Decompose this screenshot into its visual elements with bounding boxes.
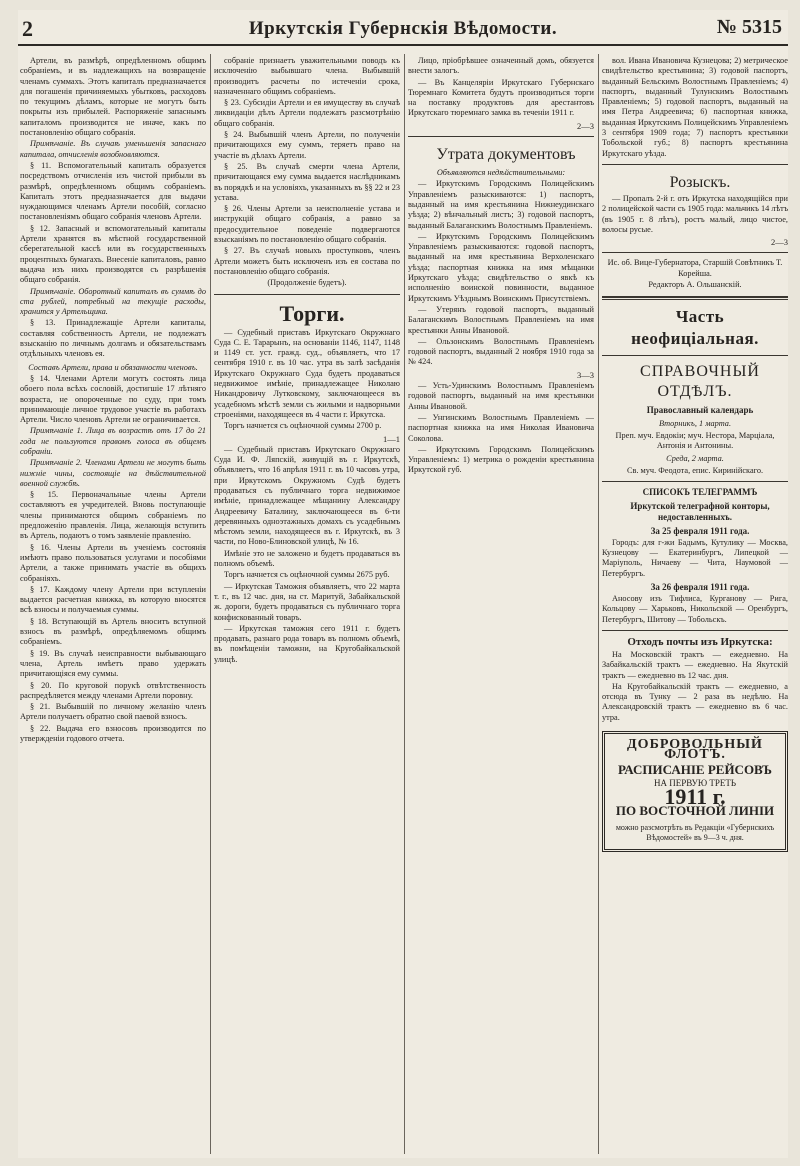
paragraph: — Иркутскимъ Городскимъ Полицейскимъ Управленіемъ разыскиваются: годовой паспортъ, выданный на имя крестьянина Верхоленскаго уѣзда; паспортная книжка на имя мѣщанки Иркутскаго уѣзда; свидѣтельство о явкѣ къ исполненію воинской повинности, выданное Иркутскимъ Уѣзднымъ Воинскимъ Присутствіемъ. — [408, 231, 594, 303]
divider — [408, 136, 594, 137]
divider — [214, 294, 400, 295]
paragraph: Торгъ начнется съ оцѣночной суммы 2700 р. — [224, 421, 382, 431]
paragraph: — Иркутская таможня сего 1911 г. будетъ продавать, разнаго рода товаръ въ полномъ объемѣ, въ помѣщеніи таможни, на Кругобайкальской улицѣ. — [214, 623, 400, 664]
paragraph: § 15. Первоначальные члены Артели составляютъ ея учредителей. Вновь поступающіе члены принимаются общимъ собраніемъ по предложенію правленія. Лица, желающія вступить въ Артель, подаютъ о томъ заявленіе правленію. — [20, 490, 206, 541]
paragraph: § 16. Члены Артели въ ученіемъ состоянія имѣютъ право пользоваться услугами и пособіями Артели, а также принимать участіе въ общихъ собраніяхъ. — [20, 542, 206, 583]
paragraph: § 22. Выдача его взносовъ производится по утвержденіи годового отчета. — [20, 723, 206, 743]
newspaper-page — [18, 10, 788, 1158]
paragraph: — Пропалъ 2-й г. отъ Иркутска находящійся при 2 полицейской части съ 1905 года: мальчикъ 14 лѣтъ (въ 1905 г. 8 лѣтъ), ростъ малый, лицо чистое, волосы русые. — [602, 193, 788, 234]
issue-number: № 5315 — [716, 16, 782, 38]
telegram-date: За 26 февраля 1911 года. — [650, 582, 750, 593]
paragraph: собраніе признаетъ уважительными поводъ къ исключенію выбывшаго члена. Выбывшій производитъ расчеты по истеченіи срока, назначеннаго общимъ собраніемъ. — [214, 56, 400, 96]
paragraph: § 21. Выбывшій по личному желанію членъ Артели получаетъ обратно свой паевой взносъ. — [20, 702, 206, 722]
notice-number: 3—3 — [577, 369, 594, 380]
section-heading-rozysk: Розыскъ. — [669, 173, 731, 191]
ad-line: ПО ВОСТОЧНОЙ ЛИНІИ — [615, 803, 775, 819]
paragraph: — Унгинскимъ Волостнымъ Правленіемъ — паспортная книжка на имя Николая Ивановича Соколова. — [408, 412, 594, 443]
telegram-date: За 25 февраля 1911 года. — [650, 525, 750, 536]
paragraph: § 17. Каждому члену Артели при вступленіи выдается расчетная книжка, въ которую вносятся всѣ взносы и получаемыя суммы. — [20, 584, 206, 615]
telegram-list: Аносову изъ Тифлиса, Курганову — Рига, Кольцову — Харьковъ, Никольской — Оренбургъ, Петербургъ, Шитову — Тобольскъ. — [602, 594, 788, 624]
calendar-text: Св. муч. Феодота, епис. Киринійскаго. — [626, 465, 764, 475]
note: Примѣчаніе. Въ случаѣ уменьшенія запаснаго капитала, отчисленія возобновляются. — [20, 139, 206, 159]
paragraph: — Въ Канцеляріи Иркутскаго Губернскаго Тюремнаго Комитета будутъ производиться торги на поставку продуктовъ для арестантовъ Иркутскаго тюремнаго замка въ теченіи 1911 г. — [408, 77, 594, 118]
paragraph: § 20. По круговой порукѣ отвѣтственность распредѣляется между членами Артели поровну. — [20, 680, 206, 700]
signature-editor: Редакторъ А. Ольшанскій. — [648, 280, 742, 290]
divider — [602, 355, 788, 356]
paragraph: § 25. Въ случаѣ смерти члена Артели, причитающаяся ему сумма выдается наслѣдникамъ въ порядкѣ и на условіяхъ, указанныхъ въ §§ 22 и 23 устава. — [214, 161, 400, 202]
paragraph: § 13. Принадлежащіе Артели капиталы, составляя собственность Артели, не подлежатъ взысканію по личнымъ долгамъ и обязательствамъ отдѣльныхъ членовъ ея. — [20, 318, 206, 359]
section-subheading: Объявляются недѣйствительными: — [436, 168, 566, 178]
paragraph: Лицо, пріобрѣвшее означенный домъ, обязуется внести залогъ. — [408, 56, 594, 76]
ad-line: НА ПЕРВУЮ ТРЕТЬ — [653, 777, 737, 788]
paragraph: § 18. Вступающій въ Артель вноситъ вступной взносъ въ размѣрѣ, опредѣляемомъ общимъ собраніемъ. — [20, 616, 206, 647]
paragraph: — Усть-Удинскимъ Волостнымъ Правленіемъ годовой паспортъ, выданный на имя крестьянки Анны Ивановой. — [408, 381, 594, 411]
paragraph: § 14. Членами Артели могутъ состоять лица обоего пола всѣхъ сословій, достигшіе 17 лѣтняго возраста, не опороченные по суду, при томъ принимающіе личное трудовое участіе въ работахъ Артели. Число членовъ Артели не ограничивается. — [20, 373, 206, 425]
divider — [602, 481, 788, 482]
ad-title: ДОБРОВОЛЬНЫЙ ФЛОТЪ. — [627, 736, 763, 763]
section-heading-unofficial: Часть неофиціальная. — [631, 307, 759, 349]
section-heading-reference: СПРАВОЧНЫЙ ОТДѢЛЪ. — [640, 363, 760, 401]
column-3 — [408, 56, 594, 1151]
masthead — [18, 10, 788, 46]
paragraph: Торгъ начнется съ оцѣночной суммы 2675 руб. — [224, 570, 390, 580]
paragraph: § 23. Субсидіи Артели и ея имуществу въ случаѣ ликвидаціи дѣлъ Артели подлежатъ разсмотрѣнію общаго собранія. — [214, 98, 400, 128]
column-divider — [210, 54, 211, 1154]
continued-note: (Продолженіе будетъ). — [267, 278, 347, 288]
signature-vice-governor: Ис. об. Вице-Губернатора, Старшій Совѣтникъ Т. Корейша. — [607, 258, 783, 278]
double-divider — [602, 296, 788, 300]
column-2 — [214, 56, 400, 1151]
paragraph: — Утерянъ годовой паспортъ, выданный Балаганскимъ Волостнымъ Правленіемъ на имя крестьянки Анны Ивановой. — [408, 304, 594, 335]
paragraph: — Иркутскимъ Городскимъ Полицейскимъ Управленіемъ: 1) метрика о рожденіи крестьянина Иркутской губ. — [408, 444, 594, 475]
divider — [602, 164, 788, 165]
divider — [602, 630, 788, 631]
page-number: 2 — [22, 16, 33, 41]
calendar-heading: Православный календарь — [646, 405, 754, 416]
telegram-subheading: Иркутской телеграфной конторы, недоставленныхъ. — [630, 500, 770, 522]
section-heading-torgi: Торги. — [279, 300, 345, 326]
column-divider — [598, 54, 599, 1154]
paragraph: § 11. Вспомогательный капиталъ образуется посредствомъ отчисленія изъ чистой прибыли въ размѣрѣ, опредѣленномъ общимъ собраніемъ. Капиталъ этотъ предназначается для выдачи нуждающимся членамъ Артели пособій, согласно постановленіямъ общаго собранія членовъ Артели. — [20, 160, 206, 222]
paragraph: Артели, въ размѣрѣ, опредѣленномъ общимъ собраніемъ, и въ надлежащихъ на возвращеніе членамъ суммахъ. Этотъ капиталъ предназначается для погашенія причиняемыхъ убытковъ, расходовъ по текущимъ дѣламъ, которые не могутъ быть покрыты изъ прибылей. Распоряженіе запаснымъ капиталомъ производится не иначе, какъ по постановленію общаго собранія. — [20, 56, 206, 138]
post-schedule: На Кругобайкальскій трактъ — ежедневно, а отсюда въ Тунку — 2 раза въ недѣлю. На Александровскій трактъ — ежедневно въ 6 час. утра. — [602, 681, 788, 722]
telegram-list: Городъ: для г-жи Бадымъ, Кутулику — Москва, Кузнецову — Екатеринбургъ, Липецкой — Маріуполь, Ничаеву — Чита, Наумовой — Петербургъ. — [602, 537, 788, 578]
column-4 — [602, 56, 788, 1151]
ad-line: РАСПИСАНІЕ РЕЙСОВЪ — [617, 761, 772, 777]
notice-number: 2—3 — [771, 237, 788, 248]
paragraph: § 26. Члены Артели за неисполненіе устава и инструкцій общаго собранія, а равно за предосудительное поведеніе подвергаются взысканіямъ по постановленію общаго собранія. — [214, 204, 400, 245]
column-divider — [404, 54, 405, 1154]
post-schedule: На Московскій трактъ — ежедневно. На Забайкальскій трактъ — ежедневно. На Якутскій трактъ — ежедневно въ 12 час. дня. — [602, 649, 788, 680]
calendar-day: Среда, 2 марта. — [666, 454, 724, 464]
paragraph: — Судебный приставъ Иркутскаго Окружнаго Суда И. Ф. Ляпскій, живущій въ г. Иркутскѣ, объявляетъ, что 16 апрѣля 1911 г. въ 10 часовъ утра, при Иркутскомъ Окружномъ Судѣ будетъ продаваться съ публичнаго торга недвижимое имѣніе, принадлежащее мѣщанину Александру Андреевичу Баталину, заключающееся въ 6-ти деревянныхъ одноэтажныхъ домахъ съ усадебнымъ мѣстомъ земли, находящееся въ г. Иркутскѣ, въ 3 части, по Ново-Блиновской улицѣ, № 16. — [214, 444, 400, 547]
paragraph: — Иркутская Таможня объявляетъ, что 22 марта т. г., въ 12 час. дня, на ст. Маритуй, Забайкальской ж. дороги, будетъ продаваться съ публичнаго торга конфискованный товаръ. — [214, 581, 400, 622]
post-heading: Отходъ почты изъ Иркутска: — [627, 635, 773, 648]
notice-number: 1—1 — [383, 433, 400, 444]
divider — [602, 252, 788, 253]
paragraph: — Ользонскимъ Волостнымъ Правленіемъ годовой паспортъ, выданный 2 ноября 1910 года за № 424. — [408, 336, 594, 367]
column-1 — [20, 56, 206, 1151]
section-heading: Составъ Артели, права и обязанности членовъ. — [28, 362, 198, 372]
ad-year: 1911 г. — [664, 784, 726, 810]
notice-number: 2—3 — [577, 120, 594, 131]
note: Примѣчаніе 1. Лица въ возрастѣ отъ 17 до 21 года не пользуются правомъ голоса въ общемъ собраніи. — [20, 426, 206, 456]
note: Примѣчаніе 2. Членами Артели не могутъ быть нижніе чины, состоящіе на дѣйствительной военной службѣ. — [20, 458, 206, 488]
calendar-day: Вторникъ, 1 марта. — [658, 419, 732, 429]
advertisement-box — [602, 731, 788, 852]
newspaper-title: Иркутскія Губернскія Вѣдомости. — [248, 18, 558, 39]
telegram-heading: СПИСОКЪ ТЕЛЕГРАММЪ — [642, 486, 758, 497]
paragraph: — Судебный приставъ Иркутскаго Окружнаго Суда С. Е. Тарарынъ, на основаніи 1146, 1147, 1148 и 1149 ст. уст. гражд. суд., объявляетъ, что 17 сентября 1910 г. въ 10 час. утра въ залѣ засѣданія Иркутскаго Окружнаго Суда будетъ продаваться недвижимое имѣніе, принадлежащее Николаю Никандровичу Лутковскому, заключающееся въ усадебномъ мѣстѣ земли съ жилыми и надворными строеніями, находящееся въ 4 части г. Иркутска. — [214, 327, 400, 419]
paragraph: § 27. Въ случаѣ новыхъ проступковъ, членъ Артели можетъ быть исключенъ изъ ея состава по постановленію общаго собранія. — [214, 246, 400, 276]
paragraph: Имѣніе это не заложено и будетъ продаваться въ полномъ объемѣ. — [214, 548, 400, 569]
paragraph: вол. Ивана Ивановича Кузнецова; 2) метрическое свидѣтельство крестьянина; 3) годовой паспортъ, выданный Бельскимъ Волостнымъ Правленіемъ; 4) паспортъ, выданный Тулунскимъ Волостнымъ Правленіемъ; 5) годовой паспортъ, выданный на имя Петра Андреевича; 6) паспортная книжка, выданная Иркутскимъ Полицейскимъ Управленіемъ 3 сентября 1909 года; 7) паспортъ крестьянки Тобольской губ.; 8) паспортъ крестьянина Иркутскаго уѣзда. — [602, 56, 788, 158]
note: Примѣчаніе. Оборотный капиталъ въ суммѣ до ста рублей, потребный на текущіе расходы, хранится у Артельщика. — [20, 286, 206, 317]
calendar-text: Преп. муч. Евдокіи; муч. Нестора, Марціала, Антонія и Антонины. — [615, 430, 775, 450]
paragraph: § 24. Выбывшій членъ Артели, по полученіи причитающихся ему суммъ, теряетъ право на участіе въ дѣлахъ Артели. — [214, 130, 400, 160]
paragraph: — Иркутскимъ Городскимъ Полицейскимъ Управленіемъ разыскиваются: 1) паспортъ, выданный на имя крестьянина Нижнеудинскаго уѣзда; 2) вѣнчальный листъ; 3) годовой паспортъ, выданный Балаганскимъ Волостнымъ Правленіемъ. — [408, 179, 594, 230]
paragraph: § 12. Запасный и вспомогательный капиталы Артели хранятся въ мѣстной государственной сберегательной кассѣ или въ государственныхъ процентныхъ бумагахъ. Внесеніе капиталовъ, равно выдача изъ нихъ производятся съ разрѣшенія общаго собранія. — [20, 223, 206, 285]
paragraph: § 19. Въ случаѣ неисправности выбывающаго члена, Артель имѣетъ право удержать причитающіяся ему суммы. — [20, 648, 206, 679]
section-heading-lost-documents: Утрата документовъ — [436, 146, 576, 164]
ad-note: можно разсмотрѣть въ Редакціи «Губернскихъ Вѣдомостей» въ 9—3 ч. дня. — [615, 822, 775, 843]
